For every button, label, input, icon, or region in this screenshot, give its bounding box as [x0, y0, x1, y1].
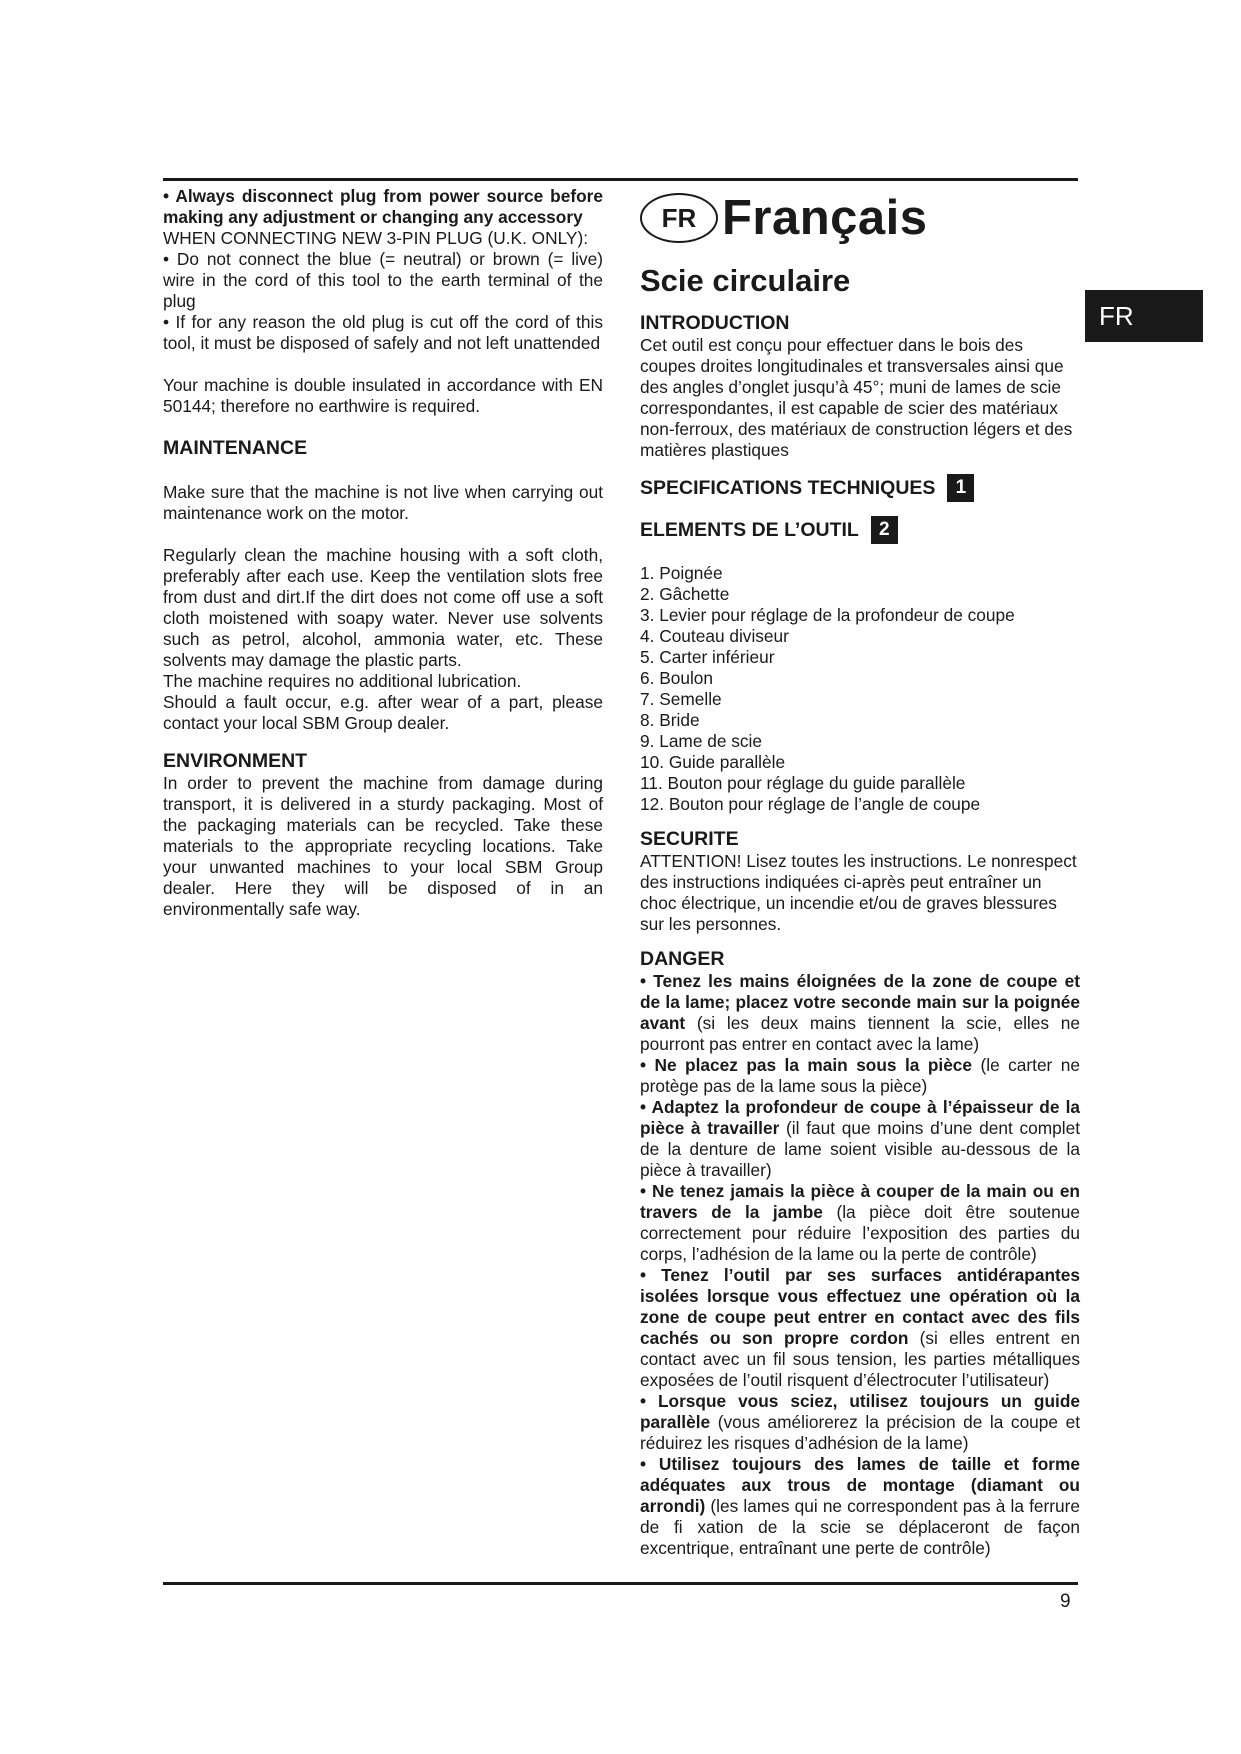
danger-heading: DANGER — [640, 948, 725, 970]
intro-heading: INTRODUCTION — [640, 312, 790, 334]
list-item: 12. Bouton pour réglage de l’angle de coupe — [640, 794, 981, 814]
list-item: 2. Gâchette — [640, 584, 730, 604]
danger-item-4-text: (la pièce doit être soutenue correctement pour réduire l’exposition des parties du corps, l’adhésion de la lame ou la perte de contrôle) — [640, 1202, 1081, 1264]
list-item: 1. Poignée — [640, 563, 723, 583]
list-item: 3. Levier pour réglage de la profondeur de coupe — [640, 605, 1015, 625]
danger-item-4 — [640, 1181, 1080, 1265]
danger-item-6 — [640, 1391, 1080, 1454]
page-number: 9 — [1060, 1591, 1071, 1612]
language-title — [640, 189, 1080, 247]
danger-item-4-bold: • Ne tenez jamais la pièce à couper de la main ou en travers de la jambe — [640, 1181, 1080, 1222]
danger-item-3-text: (il faut que moins d’une dent complet de la denture de lame soient visible au-dessous de la pièce à travailler) — [640, 1118, 1080, 1180]
danger-item-2-bold: • Ne placez pas la main sous la pièce — [640, 1055, 973, 1075]
danger-item-5-bold: • Tenez l’outil par ses surfaces antidérapantes isolées lorsque vous effectuez une opération où la zone de coupe peut entrer en contact avec des fils cachés ou son propre cordon — [640, 1265, 1080, 1348]
environment-heading: ENVIRONMENT — [163, 750, 308, 772]
list-item: 6. Boulon — [640, 668, 714, 688]
securite-heading: SECURITE — [640, 828, 739, 850]
list-item: 9. Lame de scie — [640, 731, 762, 751]
maintenance-para-3: The machine requires no additional lubrication. — [163, 671, 522, 691]
danger-item-3-bold: • Adaptez la profondeur de coupe à l’épaisseur de la pièce à travailler — [640, 1097, 1080, 1138]
environment-para: In order to prevent the machine from damage during transport, it is delivered in a sturdy packaging. Most of the packaging materials can be recycled. Take these materials to the appropriate recycling locations. Take your unwanted machines to your local SBM Group dealer. Here they will be disposed of in an environmentally safe way. — [163, 773, 603, 919]
list-item: 4. Couteau diviseur — [640, 626, 789, 646]
bottom-rule — [163, 1582, 1078, 1585]
danger-item-7-text: (les lames qui ne correspondent pas à la ferrure de fi xation de la scie se déplaceront de façon excentrique, entraînant une perte de contrôle) — [640, 1496, 1080, 1558]
insulation-note: Your machine is double insulated in accordance with EN 50144; therefore no earthwire is required. — [163, 375, 603, 416]
figure-2-badge: 2 — [871, 516, 898, 544]
danger-item-7-bold: • Utilisez toujours des lames de taille et forme adéquates aux trous de montage (diamant ou arrondi) — [640, 1454, 1080, 1516]
danger-item-2-text: (le carter ne protège pas de la lame sous la pièce) — [640, 1055, 1080, 1096]
right-column — [640, 186, 1080, 1559]
specs-heading-row — [640, 473, 1080, 503]
figure-1-badge: 1 — [947, 474, 974, 502]
language-tab: FR — [1085, 290, 1203, 342]
list-item: 8. Bride — [640, 710, 700, 730]
language-name: Français — [722, 191, 928, 245]
list-item: 5. Carter inférieur — [640, 647, 775, 667]
language-code-badge: FR — [640, 193, 718, 243]
specs-heading: SPECIFICATIONS TECHNIQUES — [640, 476, 936, 499]
securite-text: ATTENTION! Lisez toutes les instructions. Le nonrespect des instructions indiquées ci-après peut entraîner un choc électrique, un incendie et/ou de graves blessures sur les personnes. — [640, 851, 1077, 934]
danger-item-3 — [640, 1097, 1080, 1181]
elements-heading: ELEMENTS DE L’OUTIL — [640, 518, 859, 541]
danger-item-1-bold: • Tenez les mains éloignées de la zone de coupe et de la lame; placez votre seconde main sur la poignée avant — [640, 971, 1080, 1033]
danger-item-6-bold: • Lorsque vous sciez, utilisez toujours un guide parallèle — [640, 1391, 1080, 1432]
uk-plug-heading: WHEN CONNECTING NEW 3-PIN PLUG (U.K. ONLY): — [163, 228, 589, 248]
parts-list — [640, 563, 1080, 815]
top-rule — [163, 178, 1078, 181]
elements-heading-row — [640, 515, 1080, 545]
maintenance-para-4: Should a fault occur, e.g. after wear of a part, please contact your local SBM Group dealer. — [163, 692, 603, 733]
uk-plug-bullet-2: • If for any reason the old plug is cut off the cord of this tool, it must be disposed of safely and not left unattended — [163, 312, 603, 353]
danger-item-1 — [640, 971, 1080, 1055]
maintenance-para-1: Make sure that the machine is not live when carrying out maintenance work on the motor. — [163, 482, 603, 523]
maintenance-heading: MAINTENANCE — [163, 437, 308, 459]
safety-bullet-disconnect: • Always disconnect plug from power source before making any adjustment or changing any accessory — [163, 186, 603, 227]
intro-text: Cet outil est conçu pour effectuer dans le bois des coupes droites longitudinales et transversales ainsi que des angles d’onglet jusqu’à 45°; muni de lames de scie correspondantes, il est capable de scier des matériaux non-ferroux, des matériaux de construction légers et des matières plastiques — [640, 335, 1073, 460]
list-item: 11. Bouton pour réglage du guide parallèle — [640, 773, 966, 793]
danger-item-1-text: (si les deux mains tiennent la scie, elles ne pourront pas entrer en contact avec la lame) — [640, 1013, 1080, 1054]
maintenance-para-2: Regularly clean the machine housing with a soft cloth, preferably after each use. Keep the ventilation slots free from dust and dirt.If the dirt does not come off use a soft cloth moistened with soapy water. Never use solvents such as petrol, alcohol, ammonia water, etc. These solvents may damage the plastic parts. — [163, 545, 603, 670]
danger-item-6-text: (vous améliorerez la précision de la coupe et réduirez les risques d’adhésion de la lame) — [640, 1412, 1080, 1453]
danger-item-7 — [640, 1454, 1080, 1559]
left-column — [163, 186, 603, 920]
danger-item-5 — [640, 1265, 1080, 1391]
uk-plug-bullet-1: • Do not connect the blue (= neutral) or brown (= live) wire in the cord of this tool to the earth terminal of the plug — [163, 249, 603, 311]
list-item: 7. Semelle — [640, 689, 722, 709]
page-title: Scie circulaire — [640, 263, 851, 298]
danger-item-5-text: (si elles entrent en contact avec un fil sous tension, les parties métalliques exposées de l’outil risquent d’électrocuter l’utilisateur) — [640, 1328, 1080, 1390]
list-item: 10. Guide parallèle — [640, 752, 786, 772]
danger-item-2 — [640, 1055, 1080, 1097]
